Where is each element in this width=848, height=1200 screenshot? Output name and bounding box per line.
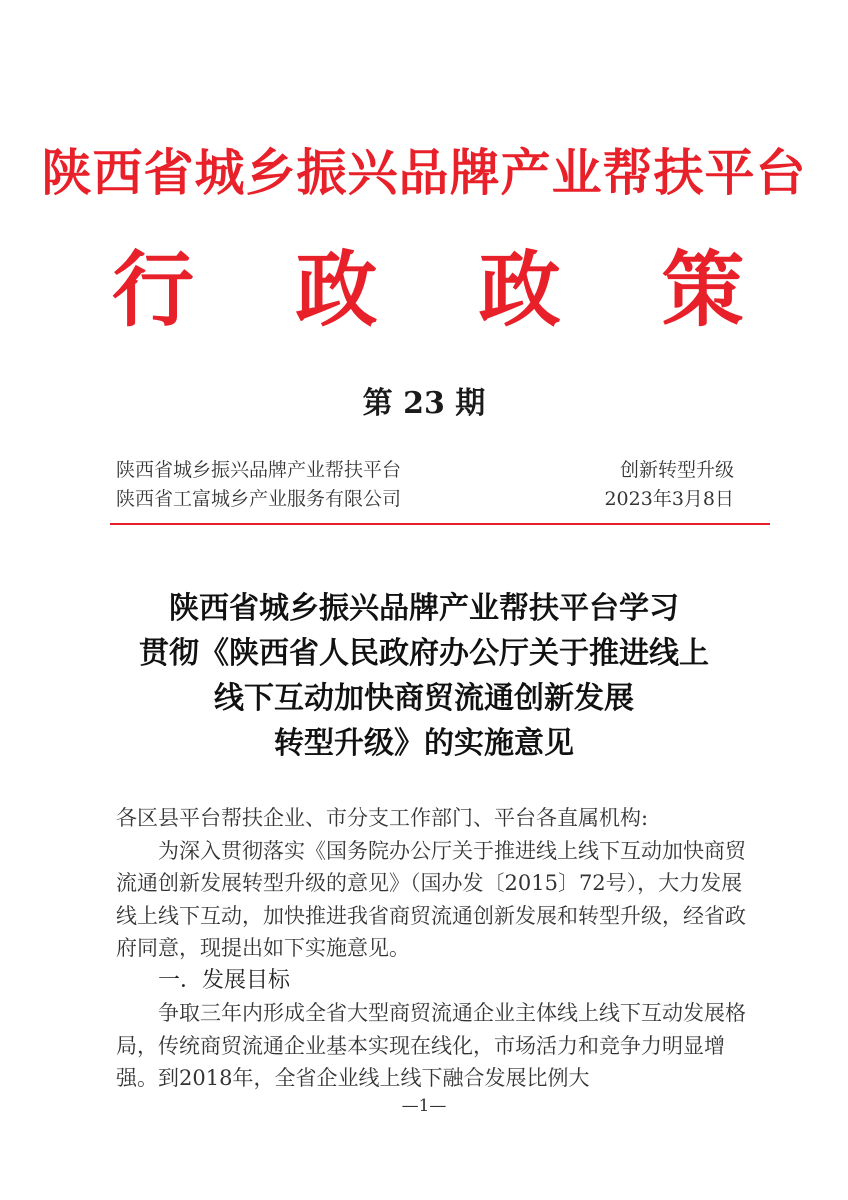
title-line: 转型升级》的实施意见 [274, 726, 574, 761]
salutation: 各区县平台帮扶企业、市分支工作部门、平台各直属机构: [116, 806, 649, 830]
issue-date: 2023年3月8日 [604, 488, 734, 510]
intro-paragraph: 为深入贯彻落实《国务院办公厅关于推进线上线下互动加快商贸流通创新发展转型升级的意见》（国办发〔2015〕72号），大力发展线上线下互动，加快推进我省商贸流通创新发展和转型升级，经省政府同意，现提出如下实施意见。 [116, 838, 746, 960]
title-line: 线下互动加快商贸流通创新发展 [214, 681, 634, 716]
document-body [116, 802, 746, 1095]
big-title-char: 政 [478, 242, 561, 338]
document-title [0, 586, 848, 766]
issuer-2: 陕西省工富城乡产业服务有限公司 [116, 488, 402, 510]
section-heading: 一．发展目标 [158, 967, 291, 993]
topic: 创新转型升级 [619, 459, 734, 481]
issue-number: 第 23 期 [362, 386, 486, 421]
big-title-char: 行 [112, 242, 195, 338]
topic-date-block [604, 456, 734, 514]
red-divider [110, 523, 770, 525]
big-title-char: 策 [661, 242, 744, 338]
org-title: 陕西省城乡振兴品牌产业帮扶平台 [41, 143, 807, 202]
big-title-char: 政 [295, 242, 378, 338]
issuer-block [116, 456, 401, 514]
issuer-1: 陕西省城乡振兴品牌产业帮扶平台 [116, 459, 402, 481]
title-line: 贯彻《陕西省人民政府办公厅关于推进线上 [139, 636, 709, 671]
page-number: —1— [401, 1096, 447, 1116]
section-paragraph: 争取三年内形成全省大型商贸流通企业主体线上线下互动发展格局，传统商贸流通企业基本实现在线化，市场活力和竞争力明显增强。到2018年，全省企业线上线下融合发展比例大 [116, 1001, 746, 1090]
document-type-title [112, 240, 744, 340]
title-line: 陕西省城乡振兴品牌产业帮扶平台学习 [169, 591, 679, 626]
